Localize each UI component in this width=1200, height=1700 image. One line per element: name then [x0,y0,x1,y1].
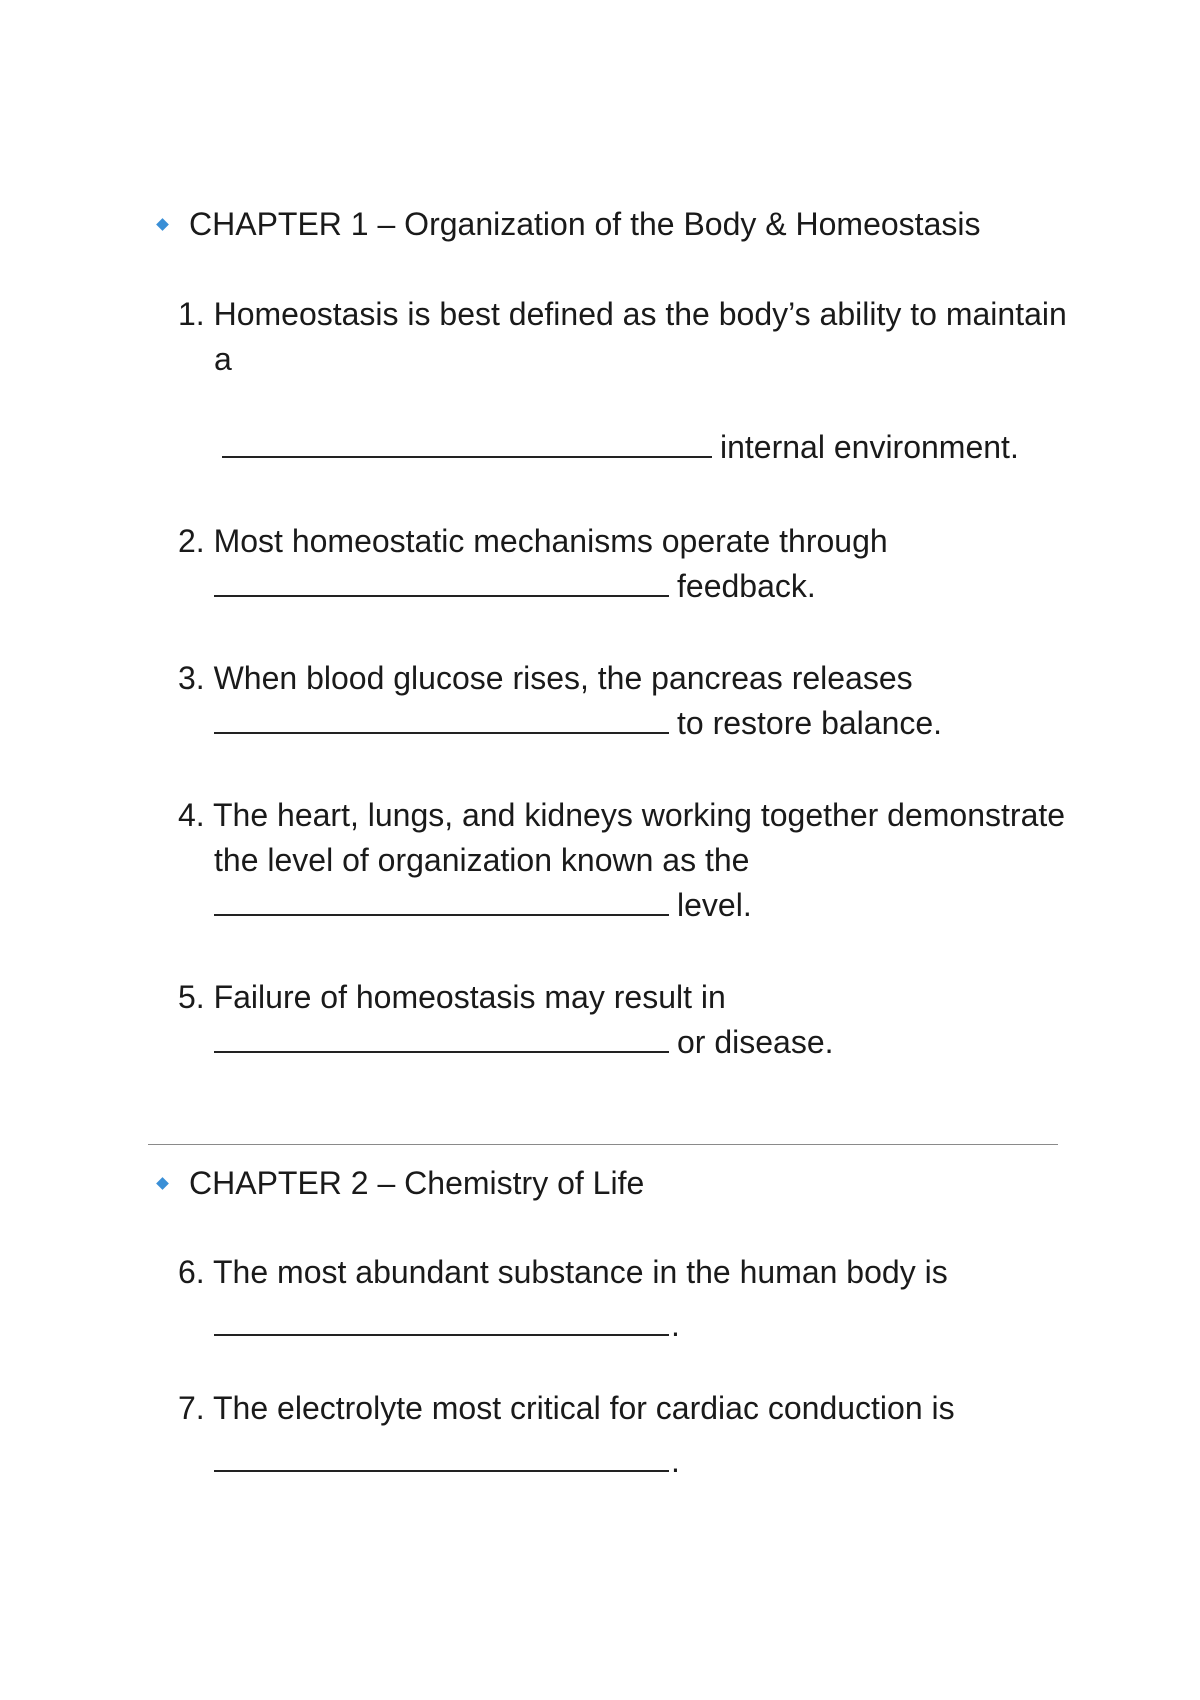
question-text-after: to restore balance. [677,705,943,741]
question-text: Most homeostatic mechanisms operate through [213,523,888,559]
answer-blank[interactable] [222,426,712,458]
question-6 [178,1250,948,1348]
question-text-after: . [671,1307,680,1343]
question-text-after: internal environment. [720,429,1019,465]
question-text-after: . [671,1443,680,1479]
question-text-after: feedback. [677,568,816,604]
question-2 [178,519,888,609]
question-text: The most abundant substance in the human body is [213,1254,948,1290]
chapter-1-heading [158,204,980,244]
question-text: Homeostasis is best defined as the body’s ability to maintain [213,296,1067,332]
chapter-1-title: CHAPTER 1 – Organization of the Body & Homeostasis [189,206,981,242]
question-text-continued: the level of organization known as the [214,842,750,878]
answer-blank[interactable] [214,884,669,916]
question-text-after: or disease. [677,1024,834,1060]
question-text: The heart, lungs, and kidneys working together demonstrate [213,797,1066,833]
question-number: 6. [178,1254,205,1290]
diamond-bullet-icon [156,1177,169,1190]
question-5 [178,975,834,1065]
question-number: 3. [178,660,205,696]
question-text: The electrolyte most critical for cardiac conduction is [213,1390,955,1426]
question-number: 4. [178,797,205,833]
answer-blank[interactable] [214,1021,669,1053]
question-7 [178,1386,955,1484]
diamond-bullet-icon [156,218,169,231]
question-4 [178,793,1065,928]
answer-blank[interactable] [214,1304,669,1336]
question-number: 5. [178,979,205,1015]
question-text: Failure of homeostasis may result in [213,979,726,1015]
question-number: 7. [178,1390,205,1426]
question-number: 2. [178,523,205,559]
question-text-after: level. [677,887,752,923]
question-number: 1. [178,296,205,332]
question-text-continued: a [214,341,232,377]
chapter-2-heading [158,1163,644,1203]
section-divider [148,1144,1058,1145]
question-1 [178,292,1067,470]
answer-blank[interactable] [214,565,669,597]
answer-blank[interactable] [214,1440,669,1472]
question-text: When blood glucose rises, the pancreas releases [213,660,913,696]
answer-blank[interactable] [214,702,669,734]
chapter-2-title: CHAPTER 2 – Chemistry of Life [189,1165,645,1201]
question-3 [178,656,942,746]
